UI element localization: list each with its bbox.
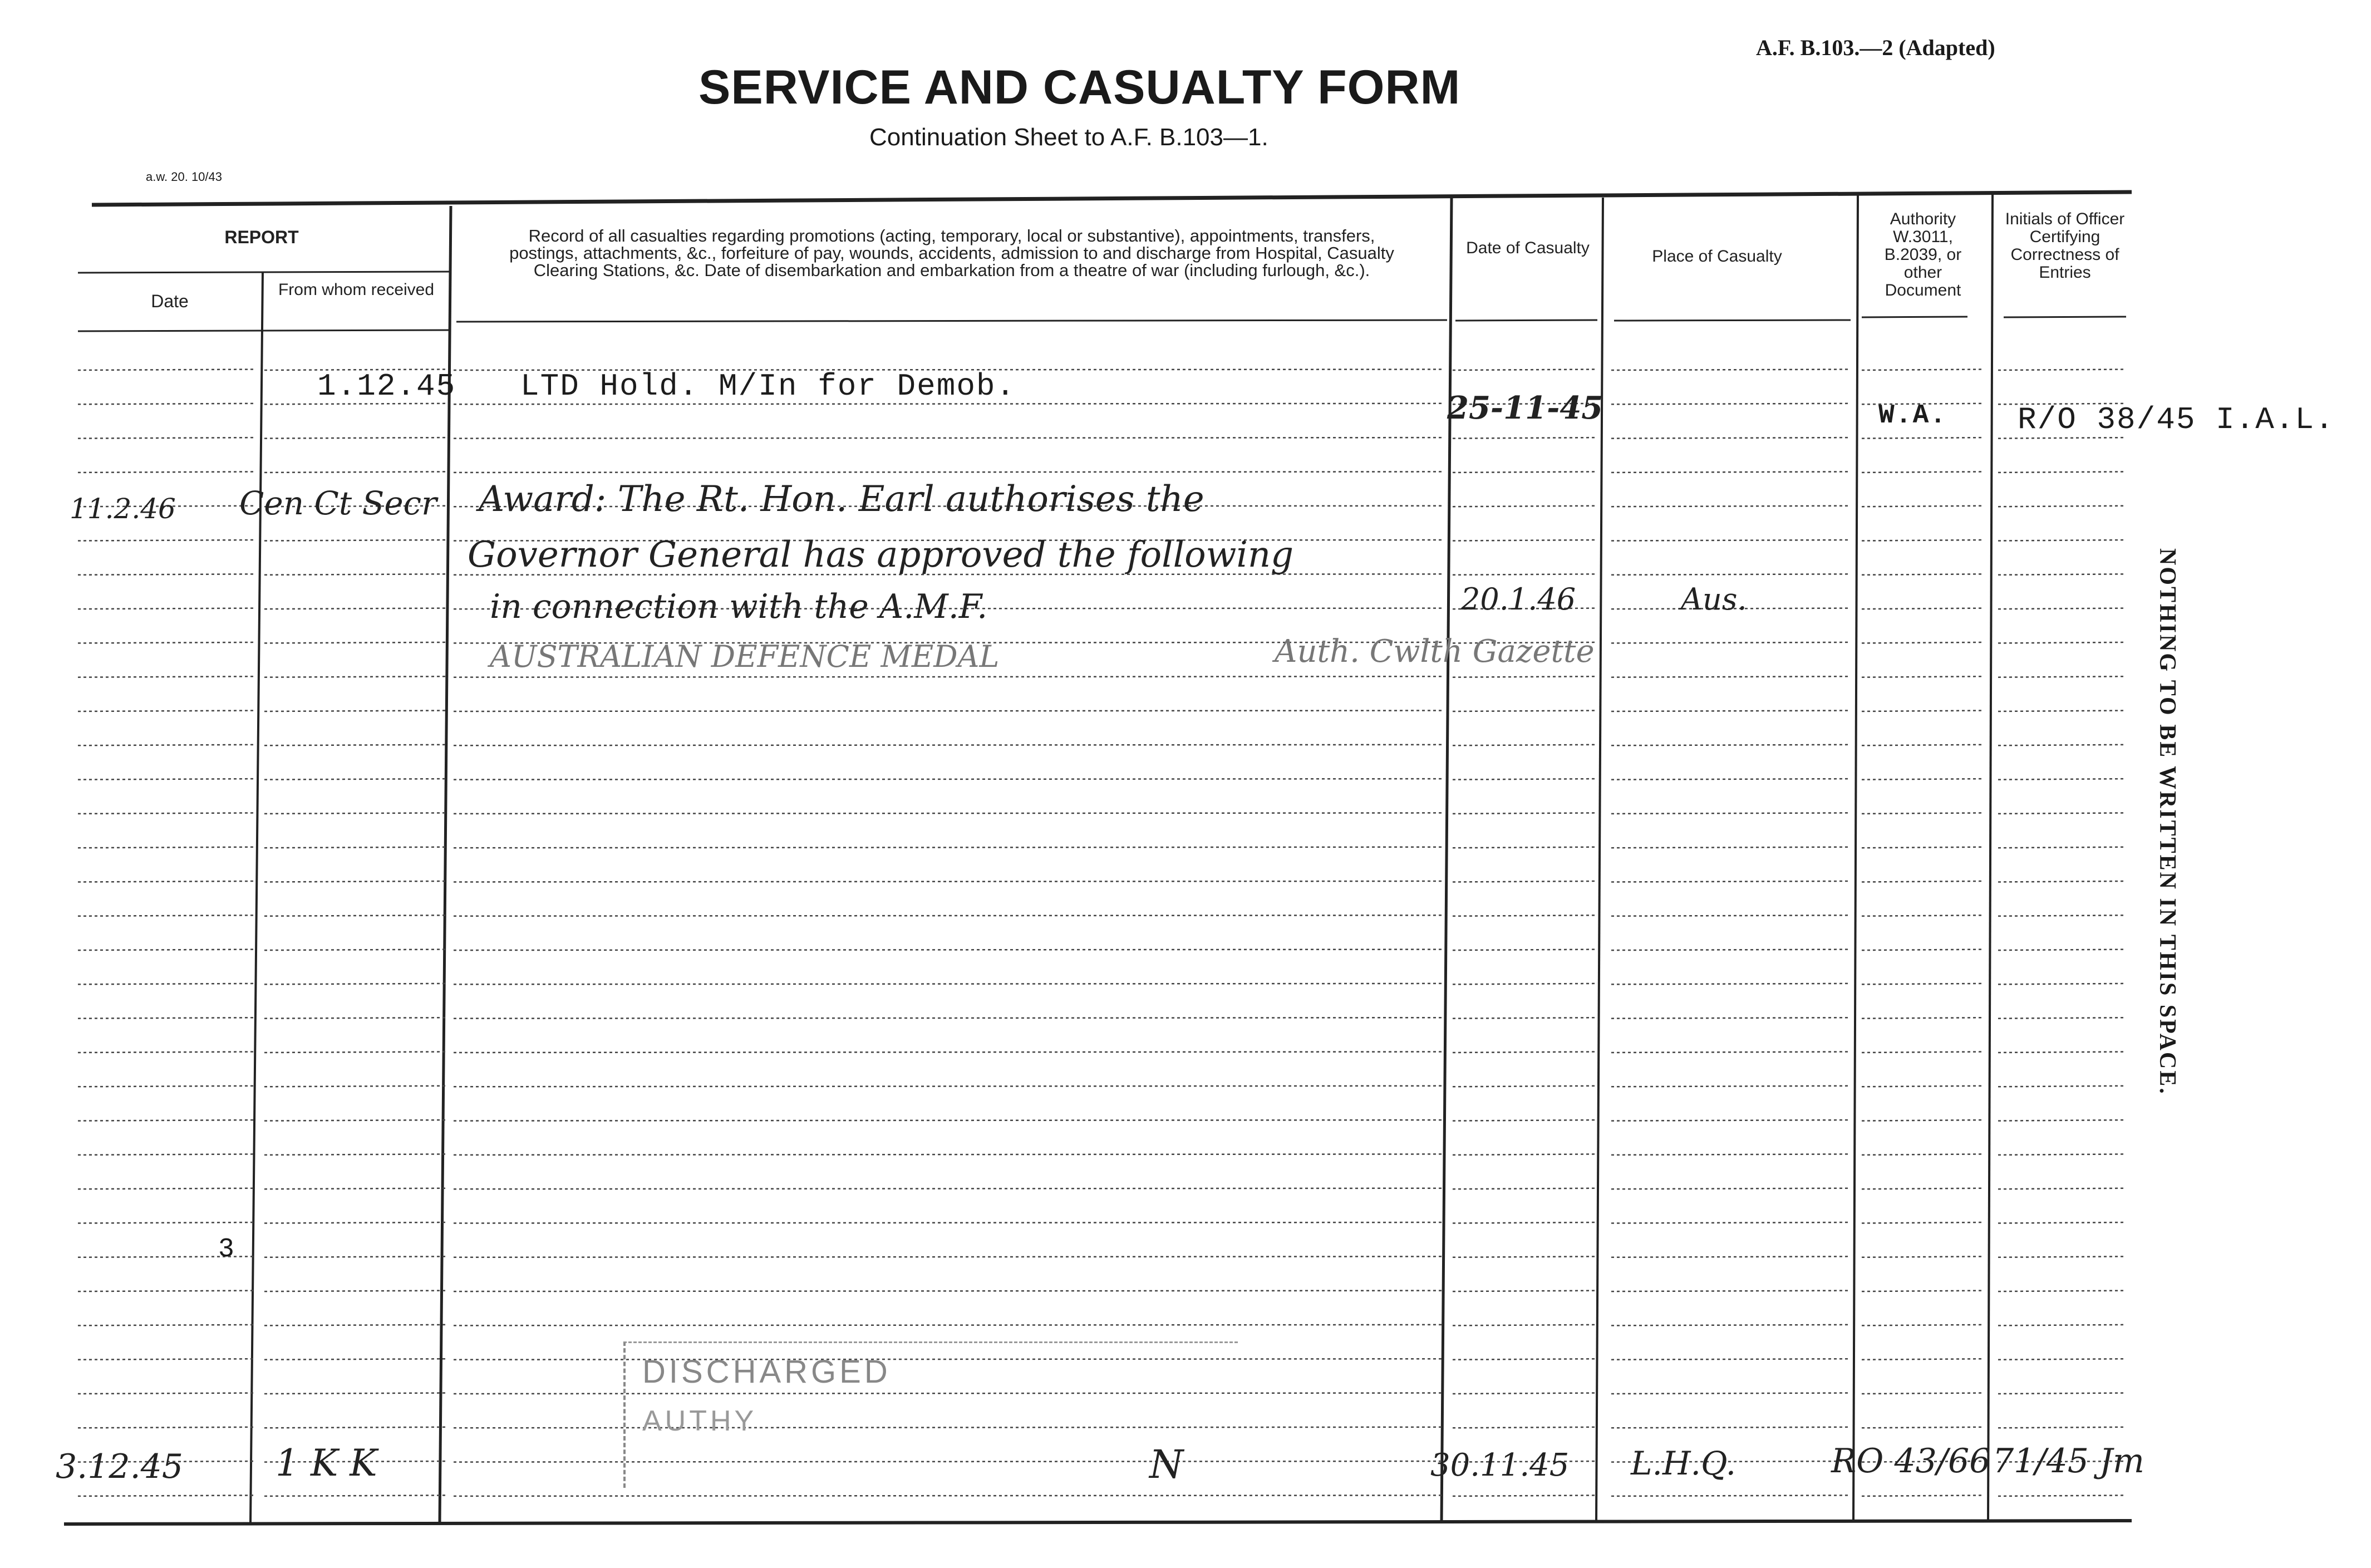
ruled-line — [1998, 1427, 2126, 1428]
ruled-line — [264, 1359, 445, 1360]
stray-mark: 3 — [218, 1235, 234, 1265]
entry2-casualty-date: 20.1.46 — [1461, 582, 1576, 617]
ruled-line — [264, 540, 445, 541]
header-initials: Initials of Officer Certifying Correctness of Entries — [2005, 210, 2125, 282]
ruled-line — [264, 847, 445, 848]
ruled-line — [78, 540, 256, 541]
ruled-line — [1862, 779, 1984, 780]
side-note: NOTHING TO BE WRITTEN IN THIS SPACE. — [2154, 548, 2180, 1095]
ruled-line — [1862, 915, 1984, 916]
ruled-line — [264, 984, 445, 985]
ruled-line — [264, 1325, 445, 1326]
ruled-line — [454, 1495, 1442, 1496]
ruled-line — [264, 950, 445, 951]
ruled-line — [1611, 847, 1848, 848]
entry1-authority: W.A. — [1878, 401, 1947, 431]
ruled-line — [454, 1018, 1442, 1019]
ruled-line — [1998, 642, 2126, 643]
ruled-line — [1611, 1222, 1848, 1223]
ruled-line — [454, 813, 1442, 814]
ruled-line — [1453, 745, 1597, 746]
ruled-line — [78, 642, 256, 643]
ruled-line — [1453, 1188, 1597, 1189]
ruled-line — [454, 745, 1442, 746]
ruled-line — [1611, 506, 1848, 507]
ruled-line — [1862, 1359, 1984, 1360]
ruled-line — [1611, 1427, 1848, 1428]
ruled-line — [264, 1052, 445, 1053]
ruled-line — [1862, 950, 1984, 951]
ruled-line — [1611, 984, 1848, 985]
ruled-line — [1453, 1291, 1597, 1292]
ruled-line — [78, 1427, 256, 1428]
ruled-line — [264, 1188, 445, 1189]
ruled-line — [1998, 1359, 2126, 1360]
ruled-line — [1862, 1086, 1984, 1087]
ruled-line — [1453, 1359, 1597, 1360]
ruled-line — [78, 1018, 256, 1019]
ruled-line — [1453, 1120, 1597, 1121]
entry2-line4: AUSTRALIAN DEFENCE MEDAL — [490, 639, 1000, 674]
ruled-line — [1862, 608, 1984, 609]
ruled-line — [78, 1052, 256, 1053]
ruled-line — [1611, 676, 1848, 677]
ruled-line — [1611, 779, 1848, 780]
entry2-place: Aus. — [1681, 582, 1747, 617]
ruled-line — [1998, 881, 2126, 882]
ruled-line — [1862, 1495, 1984, 1496]
ruled-line — [1862, 642, 1984, 643]
ruled-line — [1611, 915, 1848, 916]
ruled-line — [1862, 1393, 1984, 1394]
header-from-whom: From whom received — [278, 281, 435, 299]
ruled-line — [78, 438, 256, 439]
ruled-line — [454, 881, 1442, 882]
header-record: Record of all casualties regarding promotions (acting, temporary, local or substantive), appointments, transfers, postings, attachments, &c., forfeiture of pay, wounds, accidents, admission to and discharge from Hospital, Casualty Clearing Stations, &c. Date of disembarkation and embarkation from a theatre of war (including furlough, &c.). — [509, 226, 1394, 280]
ruled-line — [454, 1052, 1442, 1053]
ruled-line — [1862, 1325, 1984, 1326]
ruled-line — [78, 404, 256, 405]
ruled-line — [1453, 779, 1597, 780]
ruled-line — [1998, 438, 2126, 439]
ruled-line — [454, 1188, 1442, 1189]
ruled-line — [78, 574, 256, 575]
ruled-line — [1998, 1052, 2126, 1053]
ruled-line — [1998, 1120, 2126, 1121]
ruled-line — [454, 711, 1442, 712]
ruled-line — [1862, 745, 1984, 746]
ruled-line — [78, 1120, 256, 1121]
ruled-line — [1611, 950, 1848, 951]
ruled-line — [1453, 1086, 1597, 1087]
ruled-line — [264, 438, 445, 439]
ruled-line — [1611, 574, 1848, 575]
header-report: REPORT — [224, 227, 299, 247]
ruled-line — [1862, 847, 1984, 848]
entry1-from: 1.12.45 — [317, 368, 456, 404]
bottom-initials: 71/45 Jm — [1993, 1442, 2144, 1481]
ruled-line — [264, 1222, 445, 1223]
bottom-from: 1 K K — [276, 1442, 377, 1485]
ruled-line — [264, 574, 445, 575]
ruled-line — [1611, 642, 1848, 643]
ruled-line — [78, 1086, 256, 1087]
ruled-line — [264, 608, 445, 609]
ruled-line — [454, 779, 1442, 780]
ruled-line — [1998, 506, 2126, 507]
ruled-line — [78, 676, 256, 677]
ruled-line — [1611, 404, 1848, 405]
bottom-authority: RO 43/66 — [1831, 1442, 1991, 1481]
ruled-line — [78, 1154, 256, 1155]
ruled-line — [1998, 984, 2126, 985]
ruled-line — [78, 1222, 256, 1223]
bottom-place: L.H.Q. — [1631, 1444, 1737, 1482]
ruled-line — [264, 1120, 445, 1121]
ruled-line — [264, 881, 445, 882]
ruled-line — [1611, 745, 1848, 746]
ruled-line — [1611, 1018, 1848, 1019]
ruled-line — [1998, 1325, 2126, 1326]
ruled-line — [264, 1086, 445, 1087]
ruled-line — [78, 711, 256, 712]
ruled-line — [454, 1325, 1442, 1326]
header-date-of-casualty: Date of Casualty — [1466, 239, 1590, 257]
ruled-line — [78, 915, 256, 916]
ruled-line — [1862, 1222, 1984, 1223]
ruled-line — [454, 1222, 1442, 1223]
ruled-line — [264, 1495, 445, 1496]
ruled-line — [264, 711, 445, 712]
ruled-line — [454, 1120, 1442, 1121]
ruled-line — [1862, 676, 1984, 677]
ruled-line — [1611, 1291, 1848, 1292]
ruled-line — [1453, 950, 1597, 951]
ruled-line — [1611, 1495, 1848, 1496]
ruled-line — [1998, 370, 2126, 371]
ruled-line — [1862, 574, 1984, 575]
ruled-line — [1611, 1256, 1848, 1257]
ruled-line — [78, 1393, 256, 1394]
ruled-line — [1998, 950, 2126, 951]
ruled-line — [1998, 676, 2126, 677]
ruled-line — [1862, 1291, 1984, 1292]
ruled-line — [1611, 1154, 1848, 1155]
ruled-line — [1998, 745, 2126, 746]
ruled-line — [1998, 540, 2126, 541]
entry1-record: LTD Hold. M/In for Demob. — [520, 368, 1016, 404]
ruled-line — [1998, 1256, 2126, 1257]
ruled-line — [1453, 1325, 1597, 1326]
ruled-line — [1862, 471, 1984, 473]
ruled-line — [1862, 1188, 1984, 1189]
print-reference: a.w. 20. 10/43 — [146, 170, 222, 184]
entry2-from: Cen Ct Secr — [239, 484, 437, 522]
ruled-line — [264, 813, 445, 814]
ruled-line — [1453, 1052, 1597, 1053]
ruled-line — [1998, 574, 2126, 575]
ruled-line — [1453, 711, 1597, 712]
ruled-line — [1453, 574, 1597, 575]
ruled-line — [454, 471, 1442, 473]
ruled-line — [1611, 1052, 1848, 1053]
ruled-line — [1453, 1495, 1597, 1496]
ruled-line — [454, 1086, 1442, 1087]
ruled-line — [1453, 370, 1597, 371]
ruled-line — [264, 1154, 445, 1155]
ruled-line — [1862, 1018, 1984, 1019]
ruled-line — [1998, 1154, 2126, 1155]
ruled-line — [264, 1018, 445, 1019]
ruled-line — [454, 1154, 1442, 1155]
ruled-line — [1862, 1120, 1984, 1121]
ruled-line — [78, 984, 256, 985]
ruled-line — [1862, 1154, 1984, 1155]
ruled-line — [78, 779, 256, 780]
ruled-line — [78, 745, 256, 746]
form-code: A.F. B.103.—2 (Adapted) — [1756, 35, 1995, 60]
ruled-line — [1453, 540, 1597, 541]
ruled-line — [454, 1291, 1442, 1292]
ruled-line — [454, 984, 1442, 985]
entry2-line2: Governor General has approved the following — [468, 534, 1294, 576]
ruled-line — [1453, 984, 1597, 985]
ruled-line — [1998, 471, 2126, 473]
ruled-line — [78, 1495, 256, 1496]
stamp-line1: DISCHARGED — [642, 1354, 891, 1390]
ruled-line — [454, 915, 1442, 916]
ruled-line — [1998, 1222, 2126, 1223]
ruled-line — [1862, 370, 1984, 371]
ruled-line — [1862, 1427, 1984, 1428]
header-date: Date — [151, 291, 189, 311]
ruled-line — [1998, 1188, 2126, 1189]
ruled-line — [1611, 1086, 1848, 1087]
ruled-line — [264, 1291, 445, 1292]
ruled-line — [1611, 711, 1848, 712]
header-place-of-casualty: Place of Casualty — [1652, 247, 1782, 266]
ruled-line — [1998, 847, 2126, 848]
ruled-line — [1998, 1393, 2126, 1394]
ruled-line — [1862, 1256, 1984, 1257]
ruled-line — [1862, 506, 1984, 507]
ruled-line — [1998, 608, 2126, 609]
ruled-line — [454, 1256, 1442, 1257]
entry1-casualty-date: 25-11-45 — [1447, 390, 1603, 426]
ruled-line — [1453, 1256, 1597, 1257]
entry2-line3: in connection with the A.M.F. — [490, 587, 988, 626]
ruled-line — [454, 438, 1442, 439]
ruled-line — [1453, 471, 1597, 473]
ruled-line — [1453, 506, 1597, 507]
ruled-line — [1611, 1393, 1848, 1394]
ruled-line — [1453, 676, 1597, 677]
ruled-line — [264, 1393, 445, 1394]
ruled-line — [78, 1291, 256, 1292]
discharged-stamp — [623, 1341, 1238, 1488]
ruled-line — [1998, 1291, 2126, 1292]
bottom-date: 3.12.45 — [56, 1447, 184, 1486]
entry2-date: 11.2.46 — [70, 493, 176, 525]
ruled-line — [454, 847, 1442, 848]
ruled-line — [1453, 847, 1597, 848]
ruled-line — [1611, 1188, 1848, 1189]
bottom-mark: N — [1149, 1442, 1184, 1487]
ruled-line — [78, 813, 256, 814]
ruled-line — [1998, 1086, 2126, 1087]
ruled-line — [1611, 881, 1848, 882]
ruled-line — [78, 847, 256, 848]
ruled-line — [454, 950, 1442, 951]
ruled-line — [1998, 711, 2126, 712]
ruled-line — [78, 608, 256, 609]
ruled-line — [1453, 915, 1597, 916]
ruled-line — [78, 1359, 256, 1360]
ruled-line — [78, 370, 256, 371]
header-authority: Authority W.3011, B.2039, or other Document — [1884, 210, 1962, 299]
ruled-line — [1611, 370, 1848, 371]
ruled-line — [1862, 1052, 1984, 1053]
ruled-line — [1611, 471, 1848, 473]
ruled-line — [1453, 1222, 1597, 1223]
ruled-line — [1611, 1359, 1848, 1360]
ruled-line — [1611, 1120, 1848, 1121]
ruled-line — [1862, 984, 1984, 985]
bottom-casualty-date: 30.11.45 — [1430, 1447, 1570, 1483]
ruled-line — [1998, 1495, 2126, 1496]
ruled-line — [1862, 438, 1984, 439]
ruled-line — [78, 950, 256, 951]
ruled-line — [264, 779, 445, 780]
ruled-line — [1453, 881, 1597, 882]
ruled-line — [1453, 1393, 1597, 1394]
form-title: SERVICE AND CASUALTY FORM — [698, 61, 1461, 114]
ruled-line — [1611, 813, 1848, 814]
ruled-line — [78, 471, 256, 473]
entry2-line4b: Auth. Cwlth Gazette — [1275, 633, 1595, 670]
ruled-line — [1611, 1325, 1848, 1326]
ruled-line — [454, 676, 1442, 677]
ruled-line — [264, 676, 445, 677]
ruled-line — [1998, 779, 2126, 780]
ruled-line — [1862, 881, 1984, 882]
ruled-line — [78, 881, 256, 882]
ruled-line — [1862, 711, 1984, 712]
stamp-line2: AUTHY — [642, 1405, 757, 1437]
ruled-line — [1862, 813, 1984, 814]
ruled-line — [1453, 1154, 1597, 1155]
ruled-line — [78, 1325, 256, 1326]
ruled-line — [1998, 1018, 2126, 1019]
ruled-line — [1453, 1427, 1597, 1428]
ruled-line — [264, 1427, 445, 1428]
ruled-line — [1611, 438, 1848, 439]
entry2-line1: Award: The Rt. Hon. Earl authorises the — [479, 479, 1204, 520]
ruled-line — [78, 1188, 256, 1189]
ruled-line — [264, 745, 445, 746]
ruled-line — [264, 1256, 445, 1257]
ruled-line — [1862, 540, 1984, 541]
ruled-line — [1453, 813, 1597, 814]
ruled-line — [1998, 813, 2126, 814]
entry1-initials: R/O 38/45 I.A.L. — [2018, 402, 2335, 438]
ruled-line — [264, 915, 445, 916]
ruled-line — [1998, 915, 2126, 916]
ruled-line — [1453, 1018, 1597, 1019]
ruled-line — [1453, 438, 1597, 439]
ruled-line — [264, 642, 445, 643]
ruled-line — [1611, 540, 1848, 541]
ruled-line — [264, 471, 445, 473]
form-subtitle: Continuation Sheet to A.F. B.103—1. — [869, 124, 1268, 151]
